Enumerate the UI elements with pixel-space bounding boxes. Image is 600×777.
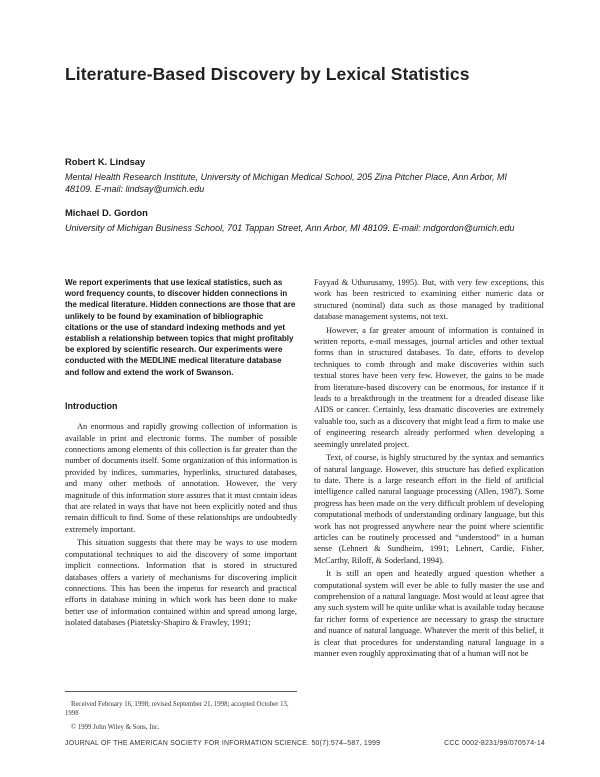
footnote-rule — [65, 691, 297, 692]
journal-citation: JOURNAL OF THE AMERICAN SOCIETY FOR INFORMATION SCIENCE. 50(7):574–587, 1999 — [65, 740, 381, 747]
abstract: We report experiments that use lexical statistics, such as word frequency counts, to discover hidden connections in the medical literature. Hidden connections are those that are unlikely to be found by examination of bibliographic citations or the use of standard indexing methods and yet establish a relationship between topics that might profitably be explored by scientific research. Our experiments were conducted with the MEDLINE medical literature database and follow and extend the work of Swanson. — [65, 278, 296, 377]
body-paragraph: Text, of course, is highly structured by the syntax and semantics of natural language. However, this structure has defied explication to date. There is a large research effort in the field of artificial intelligence called natural language processing (Allen, 1987). Some progress has been made on the very difficult problem of developing computational methods of understanding ordinary language, but this work has not progressed anywhere near the point where scientific articles can be routinely processed and “understood” in a human sense (Lehnert & Sundheim, 1991; Lehnert, Cardie, Fisher, McCarthy, Riloff, & Soderland, 1994). — [314, 453, 544, 565]
ccc-code: CCC 0002-8231/99/070574-14 — [444, 740, 545, 747]
body-paragraph: An enormous and rapidly growing collection of information is available in print and electronic forms. The number of possible connections among elements of this collection is far greater than the number of documents itself. Some organization of this information is provided by indices, summaries, hyperlinks, structured databases, and many other methods of annotation. However, the very magnitude of this information store assures that it must contain ideas that are related in ways that have not been explicitly noted and thus remain difficult to find. Some of these relationships are undoubtedly extremely important. — [65, 422, 297, 534]
body-paragraph: However, a far greater amount of information is contained in written reports, e-mail messages, journal articles and other textual forms than in structured databases. To date, efforts to develop techniques to comb through and make discoveries within such textual stores have been very few. However, the gains to be made from literature-based discovery can be enormous, for instance if it leads to a breakthrough in the treatment for a dreaded disease like AIDS or cancer. Certainly, less dramatic discoveries are extremely valuable too, such as a discovery that might lead a firm to make use of engineering research already performed when developing a seemingly unrelated project. — [314, 325, 544, 449]
section-heading: Introduction — [65, 400, 118, 411]
copyright-note: © 1999 John Wiley & Sons, Inc. — [71, 724, 160, 731]
author-name: Michael D. Gordon — [65, 207, 148, 218]
left-column — [65, 277, 297, 629]
author-block-2 — [65, 207, 535, 234]
author-affiliation: Mental Health Research Institute, University of Michigan Medical School, 205 Zina Pitcher Place, Ann Arbor, MI 48109. E-mail: lindsay@umich.edu — [65, 171, 508, 194]
author-name: Robert K. Lindsay — [65, 156, 146, 167]
author-affiliation: University of Michigan Business School, 701 Tappan Street, Ann Arbor, MI 48109. E-mail: mdgordon@umich.edu — [65, 222, 515, 233]
right-column — [314, 277, 544, 659]
paper-title: Literature-Based Discovery by Lexical Statistics — [65, 64, 470, 84]
received-note: Received February 16, 1998; revised September 21, 1998; accepted October 13, 1998 — [65, 701, 289, 717]
author-block-1 — [65, 156, 535, 196]
body-paragraph: This situation suggests that there may be ways to use modern computational techniques to aid the discovery of some important implicit connections. Information that is stored in structured databases offers a variety of mechanisms for discovering implicit connections. This has been the impetus for research and practical efforts in database mining in which work has been done to make better use of information contained within and spread among large, isolated databases (Piatetsky-Shapiro & Frawley, 1991; — [65, 538, 297, 628]
body-paragraph: It is still an open and heatedly argued question whether a computational system will ever be able to fully master the use and comprehension of a natural language. Most would at least agree that any such system will be quite unlike what is available today because far richer forms of experience are necessary to grasp the structure and nuance of natural language. Whatever the merit of this belief, it is clear that procedures for understanding natural language in a manner even roughly approximating that of a human will not be — [314, 569, 544, 658]
footnotes — [65, 700, 297, 737]
body-paragraph: Fayyad & Uthurusamy, 1995). But, with very few exceptions, this work has been restricted to examining either numeric data or structured (nominal) data such as those managed by traditional database management systems, not text. — [314, 278, 544, 322]
